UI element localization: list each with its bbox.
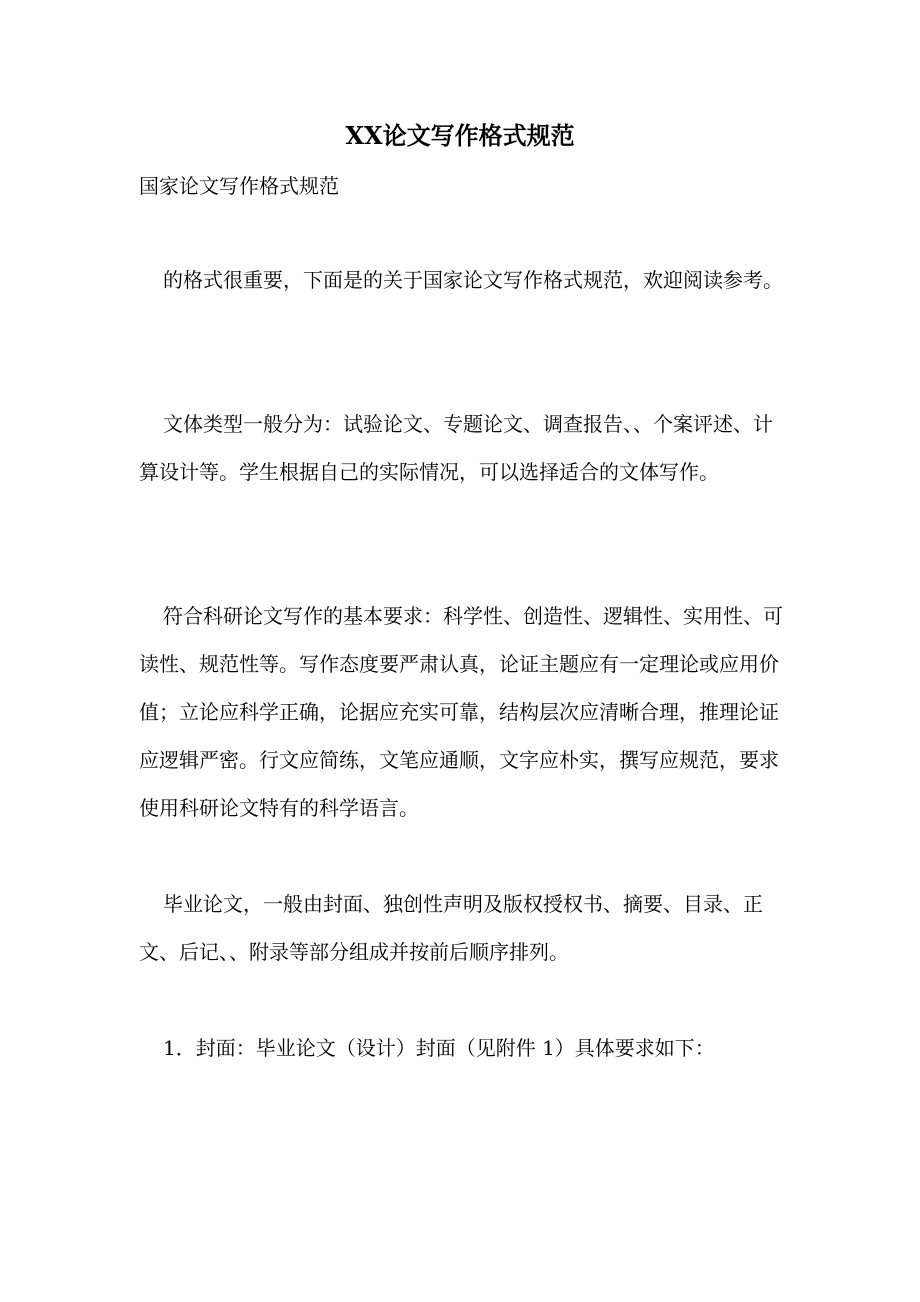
paragraph-intro: 的格式很重要，下面是的关于国家论文写作格式规范，欢迎阅读参考。 [163,268,783,292]
paragraph-genre-types: 文体类型一般分为：试验论文、专题论文、调查报告、、个案评述、计算设计等。学生根据自己的实际情况，可以选择适合的文体写作。 [139,412,773,484]
paragraph-basic-requirements: 符合科研论文写作的基本要求：科学性、创造性、逻辑性、实用性、可读性、规范性等。写作态度要严肃认真，论证主题应有一定理论或应用价值；立论应科学正确，论据应充实可靠，结构层次应清晰合理，推理论证应逻辑严密。行文应简练，文笔应通顺，文字应朴实，撰写应规范，要求使用科研论文特有的科学语言。 [139,604,783,820]
paragraph-cover-requirements: 1．封面：毕业论文（设计）封面（见附件 1）具体要求如下： [163,1036,715,1060]
document-title: XX论文写作格式规范 [345,121,575,150]
document-subtitle: 国家论文写作格式规范 [139,174,339,198]
paragraph-thesis-structure: 毕业论文，一般由封面、独创性声明及版权授权书、摘要、目录、正文、后记、、附录等部分组成并按前后顺序排列。 [139,892,763,964]
